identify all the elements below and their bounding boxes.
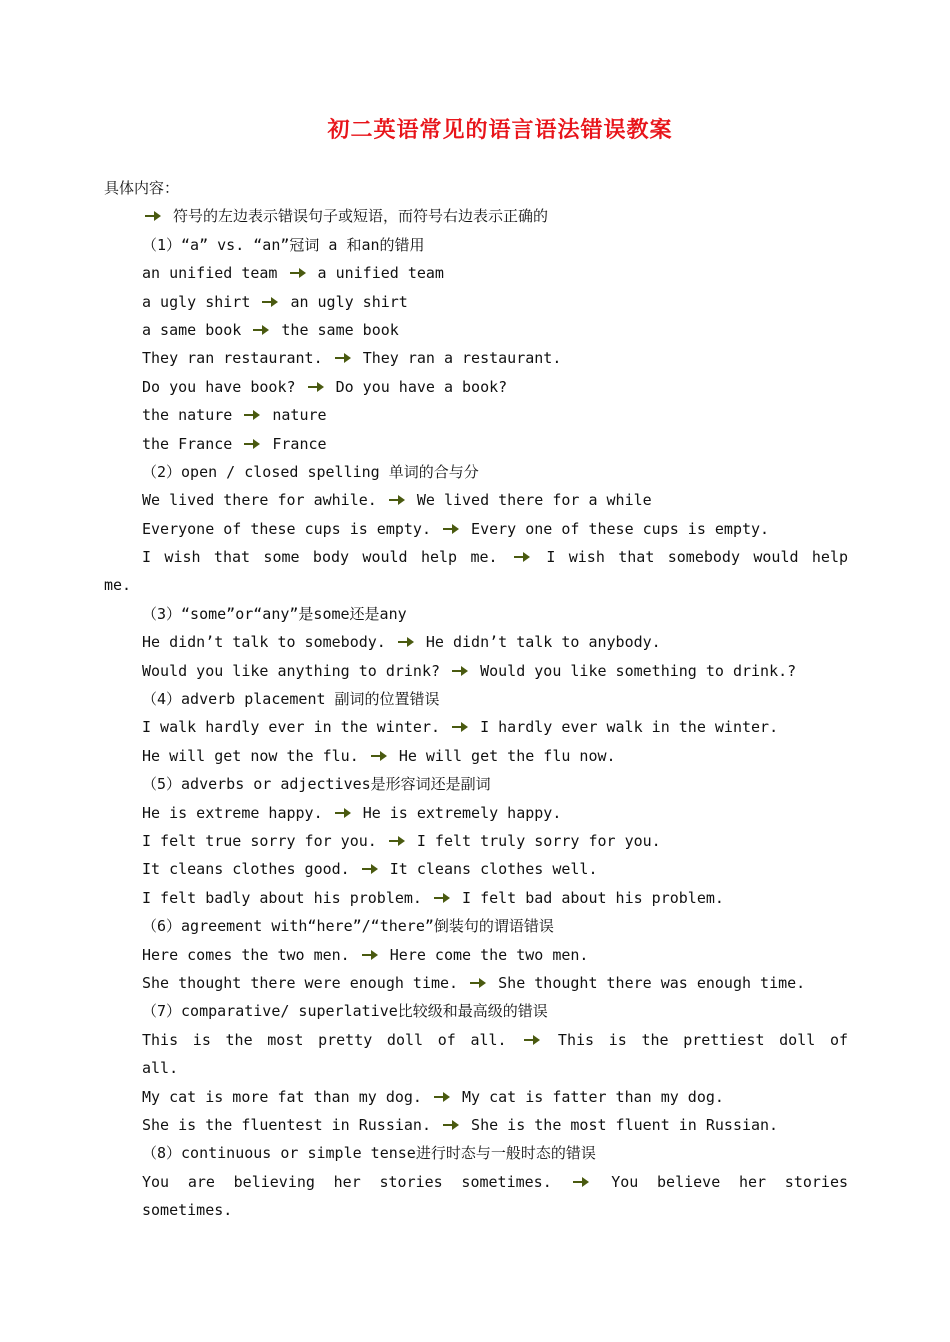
legend-text: 符号的左边表示错误句子或短语，而符号右边表示正确的 bbox=[173, 207, 549, 226]
arrow-icon bbox=[523, 1034, 541, 1046]
correct-example: We lived there for a while bbox=[416, 491, 652, 510]
wrong-example: the France bbox=[142, 434, 233, 453]
arrow-icon bbox=[261, 296, 279, 308]
example-pair bbox=[104, 259, 848, 287]
arrow-icon bbox=[361, 863, 379, 875]
arrow-icon bbox=[469, 977, 487, 989]
arrow-icon bbox=[243, 409, 261, 421]
correct-example: a unified team bbox=[317, 264, 444, 283]
section-heading bbox=[104, 458, 848, 486]
example-pair bbox=[104, 799, 848, 827]
continuation-text: me. bbox=[104, 576, 132, 595]
wrong-example: She thought there were enough time. bbox=[142, 973, 459, 992]
correct-example: They ran a restaurant. bbox=[362, 349, 562, 368]
arrow-icon bbox=[397, 636, 415, 648]
arrow-icon bbox=[442, 1119, 460, 1131]
example-pair bbox=[104, 1168, 848, 1196]
wrong-example: an unified team bbox=[142, 264, 278, 283]
correct-example: You believe her stories bbox=[611, 1172, 849, 1191]
arrow-icon bbox=[289, 267, 307, 279]
correct-example: I felt bad about his problem. bbox=[462, 888, 724, 907]
arrow-icon bbox=[388, 494, 406, 506]
document-body bbox=[104, 174, 848, 1224]
example-pair bbox=[104, 855, 848, 883]
wrong-example: It cleans clothes good. bbox=[142, 860, 350, 879]
section-heading-text: （4）adverb placement 副词的位置错误 bbox=[142, 690, 440, 709]
example-pair bbox=[104, 657, 848, 685]
example-pair bbox=[104, 401, 848, 429]
correct-example: I hardly ever walk in the winter. bbox=[480, 718, 779, 737]
wrong-example: a ugly shirt bbox=[142, 292, 251, 311]
arrow-icon bbox=[433, 892, 451, 904]
correct-example: nature bbox=[272, 406, 327, 425]
section-heading-text: （3）“some”or“any”是some还是any bbox=[142, 604, 407, 623]
example-pair bbox=[104, 742, 848, 770]
correct-example: He is extremely happy. bbox=[362, 803, 562, 822]
arrow-icon bbox=[388, 835, 406, 847]
wrong-example: Would you like anything to drink? bbox=[142, 661, 441, 680]
example-pair bbox=[104, 430, 848, 458]
example-pair bbox=[104, 884, 848, 912]
correct-example: an ugly shirt bbox=[290, 292, 408, 311]
wrong-example: I wish that some body would help me. bbox=[142, 548, 498, 567]
correct-example: She is the most fluent in Russian. bbox=[471, 1115, 779, 1134]
section-heading-text: （1）“a” vs. “an”冠词 a 和an的错用 bbox=[142, 235, 425, 254]
example-pair bbox=[104, 344, 848, 372]
wrong-example: They ran restaurant. bbox=[142, 349, 323, 368]
wrong-example: the nature bbox=[142, 406, 233, 425]
wrong-example: You are believing her stories sometimes. bbox=[142, 1172, 552, 1191]
section-heading-text: （6）agreement with“here”/“there”倒装句的谓语错误 bbox=[142, 917, 554, 936]
section-heading-text: （8）continuous or simple tense进行时态与一般时态的错误 bbox=[142, 1144, 596, 1163]
wrong-example: a same book bbox=[142, 320, 242, 339]
wrong-example: He is extreme happy. bbox=[142, 803, 323, 822]
wrong-example: Do you have book? bbox=[142, 377, 296, 396]
correct-example: France bbox=[272, 434, 327, 453]
wrong-example: Everyone of these cups is empty. bbox=[142, 519, 431, 538]
section-heading bbox=[104, 600, 848, 628]
arrow-icon bbox=[144, 210, 162, 222]
intro-label: 具体内容： bbox=[104, 179, 180, 197]
example-pair bbox=[104, 1026, 848, 1054]
arrow-icon bbox=[334, 352, 352, 364]
wrong-example: I felt badly about his problem. bbox=[142, 888, 422, 907]
arrow-icon bbox=[442, 523, 460, 535]
continuation-text: all. bbox=[142, 1059, 179, 1078]
section-heading bbox=[104, 685, 848, 713]
section-heading bbox=[104, 231, 848, 259]
correct-example: This is the prettiest doll of bbox=[557, 1030, 849, 1049]
correct-example: He will get the flu now. bbox=[398, 746, 616, 765]
correct-example: She thought there was enough time. bbox=[498, 973, 806, 992]
correct-example: the same book bbox=[281, 320, 399, 339]
section-heading-text: （5）adverbs or adjectives是形容词还是副词 bbox=[142, 775, 491, 794]
correct-example: Do you have a book? bbox=[335, 377, 508, 396]
arrow-icon bbox=[334, 807, 352, 819]
example-pair bbox=[104, 1083, 848, 1111]
wrong-example: She is the fluentest in Russian. bbox=[142, 1115, 431, 1134]
example-pair bbox=[104, 713, 848, 741]
wrapped-continuation bbox=[104, 571, 848, 599]
correct-example: He didn’t talk to anybody. bbox=[425, 633, 661, 652]
section-heading-text: （2）open / closed spelling 单词的合与分 bbox=[142, 462, 479, 481]
correct-example: Here come the two men. bbox=[389, 945, 589, 964]
example-pair bbox=[104, 316, 848, 344]
arrow-icon bbox=[252, 324, 270, 336]
section-heading bbox=[104, 1139, 848, 1167]
example-pair bbox=[104, 827, 848, 855]
section-heading bbox=[104, 770, 848, 798]
arrow-icon bbox=[433, 1091, 451, 1103]
correct-example: Would you like something to drink.? bbox=[480, 661, 797, 680]
page-title: 初二英语常见的语言语法错误教案 bbox=[327, 117, 673, 143]
section-heading bbox=[104, 912, 848, 940]
correct-example: Every one of these cups is empty. bbox=[471, 519, 770, 538]
arrow-icon bbox=[513, 551, 531, 563]
example-pair bbox=[104, 628, 848, 656]
wrong-example: He will get now the flu. bbox=[142, 746, 359, 765]
example-pair bbox=[104, 515, 848, 543]
example-pair bbox=[104, 543, 848, 571]
wrong-example: I felt true sorry for you. bbox=[142, 831, 377, 850]
example-pair bbox=[104, 1111, 848, 1139]
arrow-icon bbox=[572, 1176, 590, 1188]
arrow-icon bbox=[451, 665, 469, 677]
wrong-example: Here comes the two men. bbox=[142, 945, 350, 964]
wrong-example: I walk hardly ever in the winter. bbox=[142, 718, 441, 737]
correct-example: It cleans clothes well. bbox=[389, 860, 598, 879]
wrong-example: This is the most pretty doll of all. bbox=[142, 1030, 507, 1049]
wrong-example: My cat is more fat than my dog. bbox=[142, 1087, 422, 1106]
wrapped-continuation bbox=[104, 1054, 848, 1082]
arrow-icon bbox=[370, 750, 388, 762]
wrong-example: We lived there for awhile. bbox=[142, 491, 377, 510]
example-pair bbox=[104, 969, 848, 997]
legend-line bbox=[104, 202, 848, 230]
example-pair bbox=[104, 941, 848, 969]
example-pair bbox=[104, 288, 848, 316]
wrong-example: He didn’t talk to somebody. bbox=[142, 633, 386, 652]
arrow-icon bbox=[451, 721, 469, 733]
arrow-icon bbox=[361, 949, 379, 961]
example-pair bbox=[104, 486, 848, 514]
arrow-icon bbox=[307, 381, 325, 393]
correct-example: My cat is fatter than my dog. bbox=[462, 1087, 724, 1106]
section-heading-text: （7）comparative/ superlative比较级和最高级的错误 bbox=[142, 1002, 548, 1021]
correct-example: I felt truly sorry for you. bbox=[416, 831, 661, 850]
arrow-icon bbox=[243, 438, 261, 450]
correct-example: I wish that somebody would help bbox=[546, 548, 849, 567]
wrapped-continuation bbox=[104, 1196, 848, 1224]
continuation-text: sometimes. bbox=[142, 1201, 233, 1220]
section-heading bbox=[104, 997, 848, 1025]
example-pair bbox=[104, 373, 848, 401]
